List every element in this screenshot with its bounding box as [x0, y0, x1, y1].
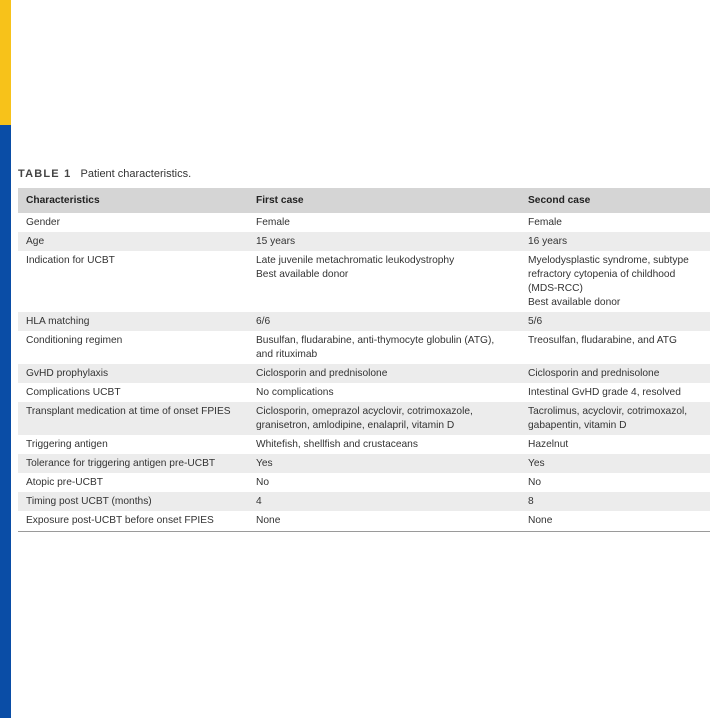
cell-characteristic: Transplant medication at time of onset FPIES — [18, 402, 248, 435]
table-row — [18, 473, 710, 492]
cell-first-case — [248, 402, 520, 435]
table-header — [18, 188, 710, 213]
cell-characteristic: Complications UCBT — [26, 387, 121, 398]
cell-line: Whitefish, shellfish and crustaceans — [256, 439, 418, 450]
cell-first-case — [248, 213, 520, 232]
cell-line: granisetron, amlodipine, enalapril, vitamin D — [256, 420, 455, 431]
cell-second-case — [520, 492, 710, 511]
cell-second-case — [520, 232, 710, 251]
cell-line: refractory cytopenia of childhood — [528, 269, 676, 280]
table-body — [18, 213, 710, 532]
table-row — [18, 454, 710, 473]
journal-edge-bar-blue — [0, 125, 11, 718]
cell-second-case — [520, 511, 710, 532]
cell-first-case — [248, 435, 520, 454]
table-row — [18, 232, 710, 251]
cell-first-case — [248, 331, 520, 364]
table-row — [18, 383, 710, 402]
table-row — [18, 251, 710, 312]
patient-characteristics-table — [18, 188, 710, 532]
table-row — [18, 331, 710, 364]
cell-second-case — [520, 364, 710, 383]
cell-line: Female — [256, 217, 290, 228]
table-header-row — [18, 188, 710, 213]
cell-second-case — [520, 402, 710, 435]
cell-line: 16 years — [528, 236, 568, 247]
cell-line: 15 years — [256, 236, 296, 247]
cell-line: Best available donor — [528, 297, 621, 308]
cell-characteristic: GvHD prophylaxis — [18, 364, 248, 383]
cell-line: Yes — [528, 458, 545, 469]
cell-line: Late juvenile metachromatic leukodystrophy — [256, 255, 455, 266]
cell-second-case — [520, 383, 710, 402]
table-row — [18, 511, 710, 532]
cell-line: 4 — [256, 496, 262, 507]
cell-characteristic: Age — [18, 232, 248, 251]
cell-characteristic: HLA matching — [18, 312, 248, 331]
cell-characteristic: Triggering antigen — [26, 439, 108, 450]
table-row — [18, 435, 710, 454]
cell-line: gabapentin, vitamin D — [528, 420, 627, 431]
table-row — [18, 364, 710, 383]
cell-line: No complications — [256, 387, 334, 398]
cell-line: Treosulfan, fludarabine, and ATG — [528, 335, 677, 346]
cell-second-case — [520, 312, 710, 331]
cell-line: Female — [528, 217, 562, 228]
cell-characteristic: Exposure post-UCBT before onset FPIES — [18, 511, 248, 532]
cell-first-case — [248, 511, 520, 532]
journal-edge-bar-yellow — [0, 0, 11, 125]
cell-line: Yes — [256, 458, 273, 469]
cell-line: 8 — [528, 496, 534, 507]
cell-first-case — [248, 232, 520, 251]
cell-first-case — [248, 492, 520, 511]
cell-second-case — [520, 213, 710, 232]
cell-line: 6/6 — [256, 316, 271, 327]
cell-line: No — [256, 477, 270, 488]
cell-line: and rituximab — [256, 349, 318, 360]
header-characteristics: Characteristics — [18, 188, 248, 213]
cell-line: Hazelnut — [528, 439, 569, 450]
cell-first-case — [248, 364, 520, 383]
cell-line: Ciclosporin, omeprazol acyclovir, cotrimoxazole, — [256, 406, 473, 417]
cell-second-case — [520, 473, 710, 492]
table-row — [18, 492, 710, 511]
cell-characteristic: Gender — [26, 217, 60, 228]
table-row — [18, 402, 710, 435]
cell-second-case — [520, 251, 710, 312]
cell-first-case — [248, 454, 520, 473]
cell-characteristic: Timing post UCBT (months) — [18, 492, 248, 511]
cell-second-case — [520, 454, 710, 473]
cell-line: Myelodysplastic syndrome, subtype — [528, 255, 689, 266]
cell-line: None — [256, 515, 281, 526]
cell-line: Busulfan, fludarabine, anti-thymocyte globulin (ATG), — [256, 335, 495, 346]
cell-line: Tacrolimus, acyclovir, cotrimoxazol, — [528, 406, 688, 417]
cell-line: No — [528, 477, 542, 488]
table-row — [18, 213, 710, 232]
cell-characteristic: Indication for UCBT — [26, 255, 115, 266]
table-caption-label: TABLE 1 — [18, 168, 72, 180]
cell-line: None — [528, 515, 553, 526]
table-row — [18, 312, 710, 331]
cell-second-case — [520, 435, 710, 454]
cell-characteristic: Conditioning regimen — [26, 335, 123, 346]
cell-line: Ciclosporin and prednisolone — [256, 368, 388, 379]
cell-characteristic: Tolerance for triggering antigen pre-UCBT — [18, 454, 248, 473]
cell-line: Intestinal GvHD grade 4, resolved — [528, 387, 681, 398]
header-first-case: First case — [248, 188, 520, 213]
cell-line: Best available donor — [256, 269, 349, 280]
cell-first-case — [248, 312, 520, 331]
cell-first-case — [248, 251, 520, 312]
cell-line: Ciclosporin and prednisolone — [528, 368, 660, 379]
cell-characteristic: Atopic pre-UCBT — [26, 477, 103, 488]
table-caption-text: Patient characteristics. — [80, 168, 192, 180]
cell-first-case — [248, 473, 520, 492]
cell-line: 5/6 — [528, 316, 543, 327]
cell-first-case — [248, 383, 520, 402]
cell-line: (MDS-RCC) — [528, 283, 583, 294]
header-second-case: Second case — [520, 188, 710, 213]
cell-second-case — [520, 331, 710, 364]
table-caption — [18, 168, 191, 180]
